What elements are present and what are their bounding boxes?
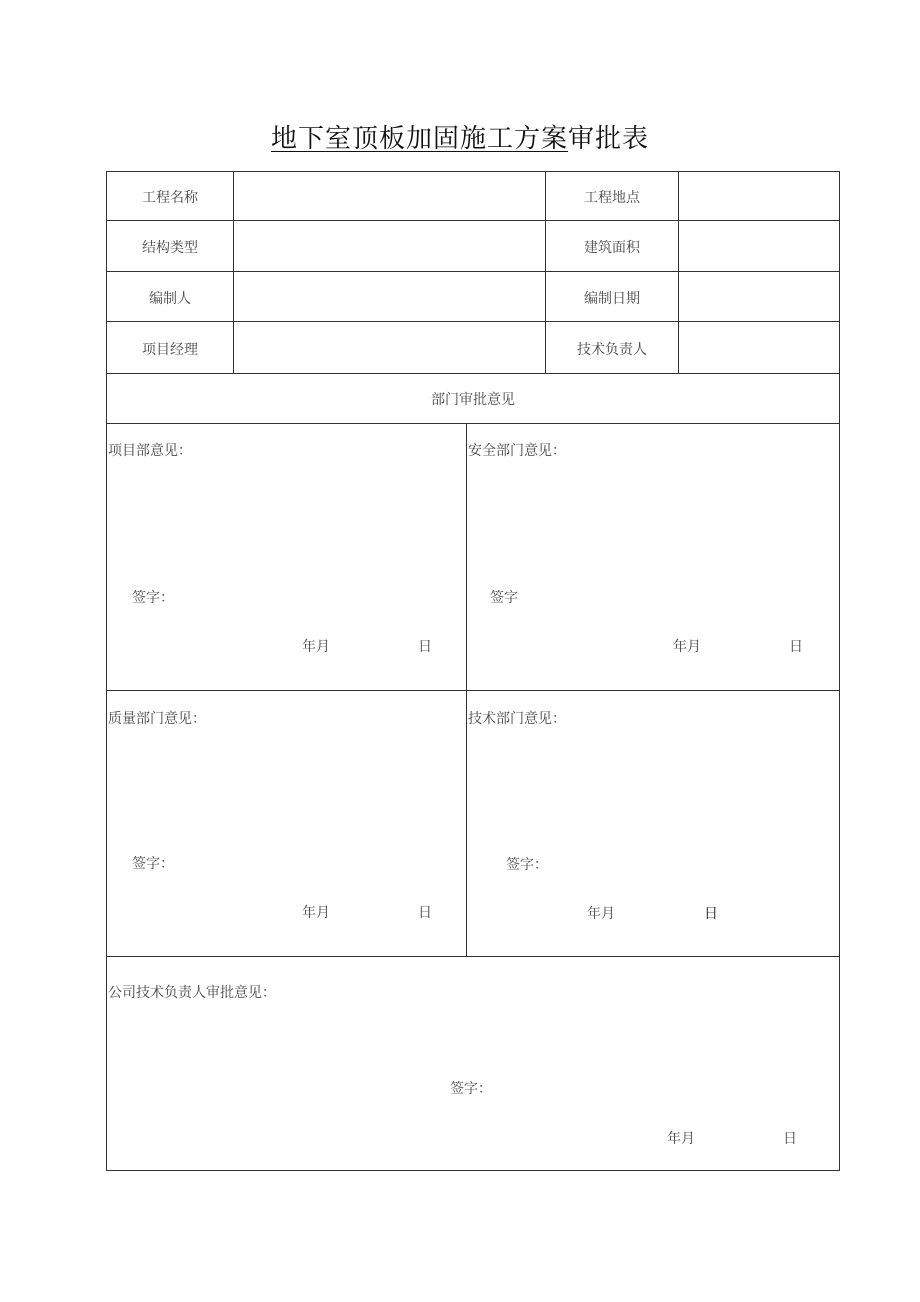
label-project-manager: 项目经理 (142, 342, 198, 358)
title-underlined: 地下室顶板加固施工方案 (270, 124, 568, 154)
row-divider (106, 321, 840, 322)
page-title (0, 118, 920, 155)
company-tech-sign: 签字： (450, 1081, 492, 1097)
label-project-name: 工程名称 (142, 190, 198, 206)
tech-dept-year-month: 年月 (587, 906, 615, 922)
label-compiler: 编制人 (149, 291, 191, 307)
approval-header: 部门审批意见 (431, 392, 515, 408)
label-project-location: 工程地点 (584, 190, 640, 206)
title-rest: 审批表 (568, 124, 650, 154)
tech-dept-label: 技术部门意见： (468, 711, 566, 727)
label-building-area: 建筑面积 (584, 240, 640, 256)
safety-dept-year-month: 年月 (673, 639, 701, 655)
company-tech-day: 日 (783, 1131, 797, 1147)
project-dept-sign: 签字： (132, 590, 174, 606)
quality-dept-label: 质量部门意见： (108, 711, 206, 727)
tech-dept-day: 日 (704, 906, 718, 922)
label-compile-date: 编制日期 (584, 291, 640, 307)
row-divider (106, 956, 840, 957)
quality-dept-year-month: 年月 (302, 905, 330, 921)
company-tech-year-month: 年月 (667, 1131, 695, 1147)
label-tech-lead: 技术负责人 (577, 342, 647, 358)
project-dept-label: 项目部意见： (108, 443, 192, 459)
safety-dept-day: 日 (789, 639, 803, 655)
row-divider (106, 423, 840, 424)
label-structure-type: 结构类型 (142, 240, 198, 256)
tech-dept-sign: 签字： (506, 857, 548, 873)
quality-dept-day: 日 (418, 905, 432, 921)
row-divider (106, 690, 840, 691)
col-divider (678, 171, 679, 373)
project-dept-day: 日 (418, 639, 432, 655)
quality-dept-sign: 签字： (132, 856, 174, 872)
project-dept-year-month: 年月 (302, 639, 330, 655)
row-divider (106, 220, 840, 221)
col-divider (466, 423, 467, 956)
row-divider (106, 271, 840, 272)
company-tech-label: 公司技术负责人审批意见： (108, 985, 276, 1001)
safety-dept-label: 安全部门意见： (468, 443, 566, 459)
row-divider (106, 373, 840, 374)
col-divider (233, 171, 234, 373)
safety-dept-sign: 签字 (490, 590, 518, 606)
